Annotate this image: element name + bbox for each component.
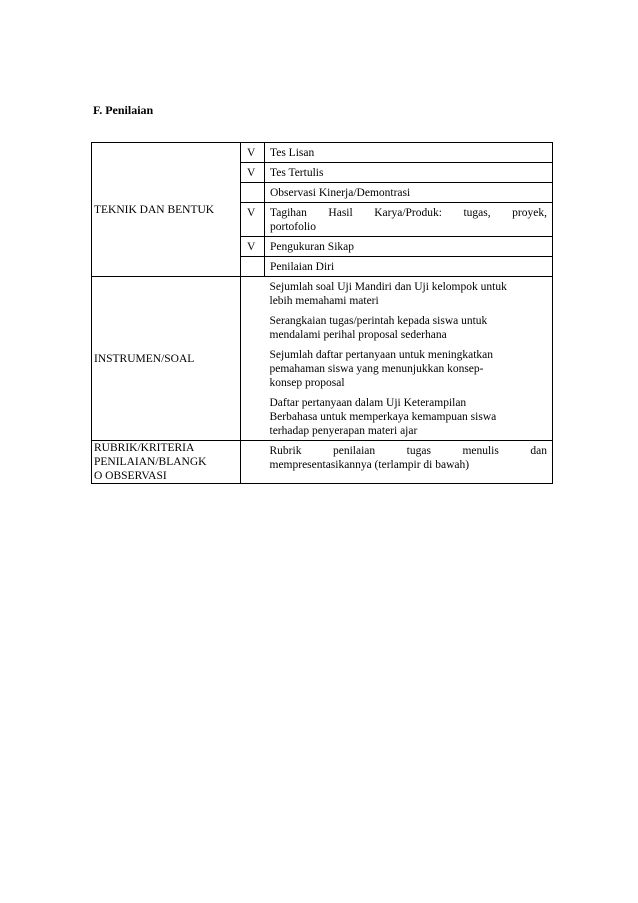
word: Karya/Produk: [374,207,442,219]
table-row [92,441,553,484]
instrumen-item: Sejumlah soal Uji Mandiri dan Uji kelompok untuk lebih memahami materi [269,281,507,307]
rubrik-label: RUBRIK/KRITERIA PENILAIAN/BLANGK O OBSERVASI [92,441,241,484]
instrumen-label-text: INSTRUMEN/SOAL [94,352,195,365]
word: proyek, [512,207,547,219]
check-mark [241,183,265,203]
teknik-item: Tes Lisan [265,143,553,163]
instrumen-item: Serangkaian tugas/perintah kepada siswa untuk mendalami perihal proposal sederhana [269,315,488,341]
word: tugas, [463,207,491,219]
teknik-item: Pengukuran Sikap [265,237,553,257]
word: penilaian [332,445,376,457]
instrumen-label [92,277,241,441]
section-heading: F. Penilaian [93,103,154,117]
word: menulis [462,445,499,457]
instrumen-item: Sejumlah daftar pertanyaan untuk meningkatkan pemahaman siswa yang menunjukkan konsep- konsep proposal [269,349,494,389]
check-mark [241,257,265,277]
blank-check-cell [241,441,265,484]
rubrik-text [265,441,553,484]
teknik-label [92,143,241,277]
instrumen-item: Daftar pertanyaan dalam Uji Keterampilan Berbahasa untuk memperkaya kemampuan siswa terhadap penyerapan materi ajar [269,397,497,437]
justified-line [270,206,547,220]
check-mark: V [241,237,265,257]
check-mark: V [241,143,265,163]
word: Hasil [328,207,353,219]
word: dan [530,445,547,457]
word: tugas [406,445,431,457]
blank-check-cell [241,277,265,441]
item-line: portofolio [270,221,316,233]
item-line: mempresentasikannya (terlampir di bawah) [269,459,470,471]
teknik-item: Penilaian Diri [265,257,553,277]
check-mark: V [241,163,265,183]
table-row [92,277,553,441]
teknik-item: Tes Tertulis [265,163,553,183]
justified-line [270,444,548,458]
table-row [92,143,553,163]
word: Tagihan [270,207,307,219]
teknik-item: Observasi Kinerja/Demontrasi [265,183,553,203]
teknik-label-text: TEKNIK DAN BENTUK [94,203,215,216]
check-mark: V [241,203,265,237]
assessment-table [91,142,553,484]
instrumen-items [265,277,553,441]
word: Rubrik [269,445,302,457]
teknik-item [265,203,553,237]
